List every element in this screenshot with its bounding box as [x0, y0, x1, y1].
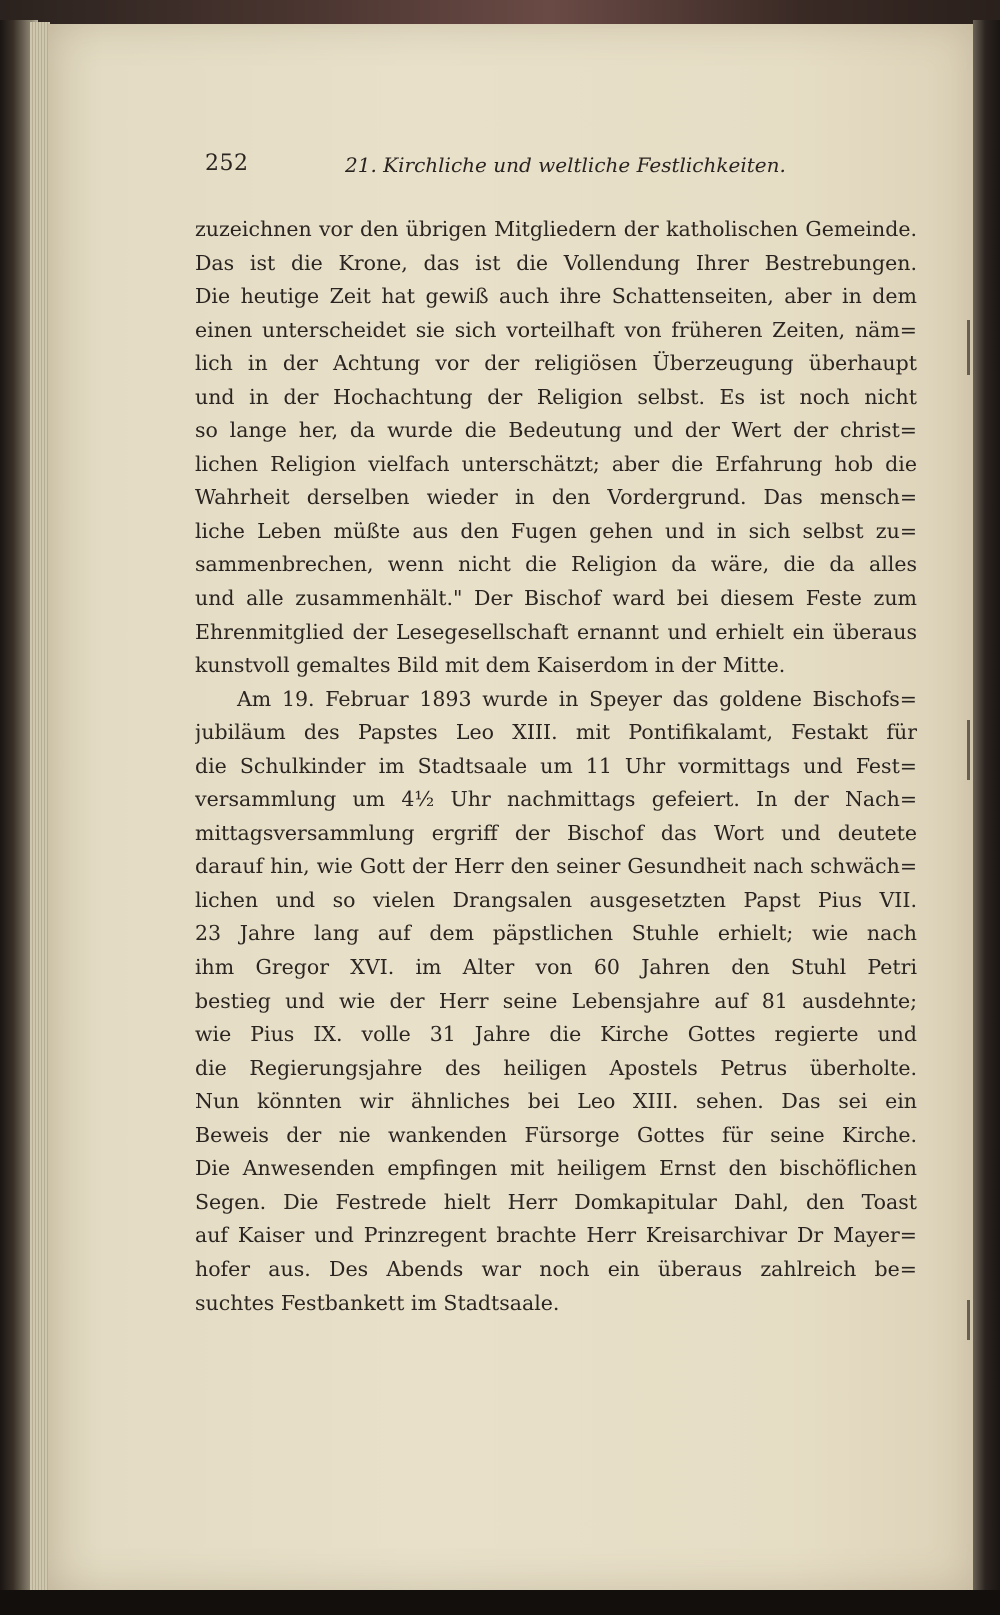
text-line: auf Kaiser und Prinzregent brachte Herr Kreisarchivar Dr Mayer= — [195, 1223, 917, 1248]
text-line: so lange her, da wurde die Bedeutung und der Wert der christ= — [195, 418, 917, 443]
text-line: Nun könnten wir ähnliches bei Leo XIII. sehen. Das sei ein — [195, 1089, 917, 1114]
body-text — [195, 213, 917, 1320]
text-line: und alle zusammenhält." Der Bischof ward bei diesem Feste zum — [195, 586, 917, 611]
text-line: 23 Jahre lang auf dem päpstlichen Stuhle erhielt; wie nach — [195, 921, 917, 946]
margin-mark — [967, 720, 970, 780]
book-edge-right — [973, 20, 1000, 1600]
text-line: die Schulkinder im Stadtsaale um 11 Uhr vormittags und Fest= — [195, 753, 917, 778]
text-line: mittagsversammlung ergriff der Bischof das Wort und deutete — [195, 820, 917, 845]
book-bottom-edge — [0, 1590, 1000, 1615]
page-stack — [30, 22, 50, 1592]
margin-mark — [967, 320, 970, 375]
text-line: Wahrheit derselben wieder in den Vordergrund. Das mensch= — [195, 485, 917, 510]
text-line: ihm Gregor XVI. im Alter von 60 Jahren den Stuhl Petri — [195, 955, 917, 980]
text-line: lichen und so vielen Drangsalen ausgesetzten Papst Pius VII. — [195, 887, 917, 912]
text-line: Beweis der nie wankenden Fürsorge Gottes für seine Kirche. — [195, 1122, 917, 1147]
text-line: wie Pius IX. volle 31 Jahre die Kirche Gottes regierte und — [195, 1022, 917, 1047]
text-line: darauf hin, wie Gott der Herr den seiner Gesundheit nach schwäch= — [195, 854, 917, 879]
text-line: versammlung um 4½ Uhr nachmittags gefeiert. In der Nach= — [195, 787, 917, 812]
text-line: suchtes Festbankett im Stadtsaale. — [195, 1290, 560, 1315]
text-line: Am 19. Februar 1893 wurde in Speyer das goldene Bischofs= — [237, 686, 917, 711]
text-line: liche Leben müßte aus den Fugen gehen und in sich selbst zu= — [195, 518, 917, 543]
running-title: 21. Kirchliche und weltliche Festlichkeiten. — [345, 153, 786, 177]
text-line: zuzeichnen vor den übrigen Mitgliedern der katholischen Gemeinde. — [195, 217, 917, 241]
text-line: Ehrenmitglied der Lesegesellschaft ernannt und erhielt ein überaus — [195, 619, 917, 644]
text-line: lich in der Achtung vor der religiösen Überzeugung überhaupt — [195, 351, 917, 376]
text-line: und in der Hochachtung der Religion selbst. Es ist noch nicht — [195, 384, 917, 409]
text-line: lichen Religion vielfach unterschätzt; aber die Erfahrung hob die — [195, 451, 917, 476]
text-line: Segen. Die Festrede hielt Herr Domkapitular Dahl, den Toast — [195, 1189, 917, 1214]
text-line: Die heutige Zeit hat gewiß auch ihre Schattenseiten, aber in dem — [195, 284, 917, 309]
text-line: einen unterscheidet sie sich vorteilhaft von früheren Zeiten, näm= — [195, 317, 917, 342]
page-number: 252 — [205, 151, 249, 176]
page-header — [205, 151, 805, 191]
text-line: hofer aus. Des Abends war noch ein überaus zahlreich be= — [195, 1256, 917, 1281]
text-line: die Regierungsjahre des heiligen Apostels Petrus überholte. — [195, 1055, 917, 1080]
text-line: Die Anwesenden empfingen mit heiligem Ernst den bischöflichen — [195, 1156, 917, 1181]
text-line: sammenbrechen, wenn nicht die Religion da wäre, die da alles — [195, 552, 917, 577]
text-line: bestieg und wie der Herr seine Lebensjahre auf 81 ausdehnte; — [195, 988, 917, 1013]
margin-mark — [967, 1300, 970, 1340]
text-line: jubiläum des Papstes Leo XIII. mit Pontifikalamt, Festakt für — [195, 720, 917, 745]
text-line: Das ist die Krone, das ist die Vollendung Ihrer Bestrebungen. — [195, 250, 917, 275]
text-line: kunstvoll gemaltes Bild mit dem Kaiserdom in der Mitte. — [195, 653, 786, 678]
